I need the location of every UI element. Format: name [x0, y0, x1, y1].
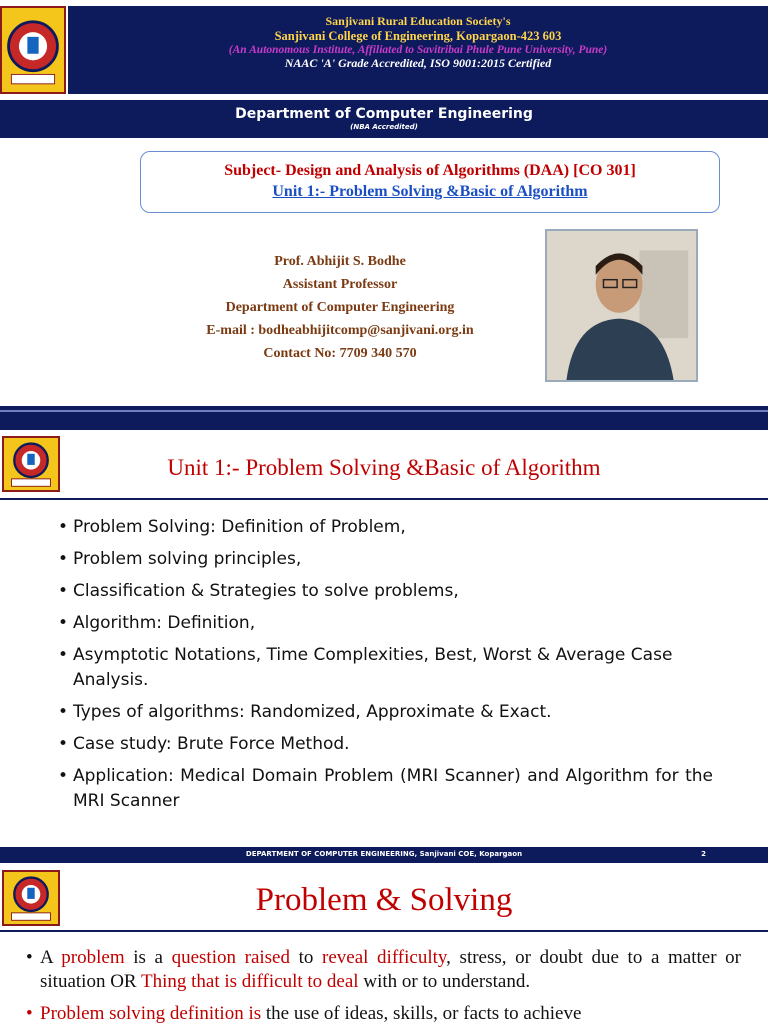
separator-line — [0, 410, 768, 412]
professor-name: Prof. Abhijit S. Bodhe — [274, 254, 406, 269]
department-subtitle: (NBA Accredited) — [350, 123, 418, 131]
list-item: • Problem Solving: Definition of Problem, — [58, 515, 713, 540]
department-title: Department of Computer Engineering — [235, 106, 533, 122]
professor-contact: Contact No: 7709 340 570 — [263, 346, 417, 361]
slide-title: Unit 1:- Problem Solving &Basic of Algorithm — [167, 455, 601, 480]
subject-title: Subject- Design and Analysis of Algorithms (DAA) [CO 301] — [224, 162, 636, 179]
department-bar — [0, 100, 768, 138]
slide-footer — [0, 847, 768, 863]
professor-department: Department of Computer Engineering — [225, 300, 455, 315]
page-number: 2 — [701, 850, 706, 858]
accreditation-text: NAAC 'A' Grade Accredited, ISO 9001:2015 Certified — [284, 56, 552, 70]
list-item: • Application: Medical Domain Problem (MRI Scanner) and Algorithm for the MRI Scanner — [58, 764, 713, 814]
definition-bullet: • A problem is a question raised to reveal difficulty, stress, or doubt due to a matter or situation OR Thing that is difficult to deal with or to understand. — [26, 946, 741, 994]
list-item: • Case study: Brute Force Method. — [58, 732, 713, 757]
list-item: • Classification & Strategies to solve problems, — [58, 579, 713, 604]
subject-box — [140, 151, 720, 213]
footer-text: DEPARTMENT OF COMPUTER ENGINEERING, Sanjivani COE, Kopargaon — [245, 850, 523, 858]
professor-designation: Assistant Professor — [282, 277, 398, 292]
list-item: • Types of algorithms: Randomized, Approximate & Exact. — [58, 700, 713, 725]
list-item: • Asymptotic Notations, Time Complexities, Best, Worst & Average Case Analysis. — [58, 643, 713, 693]
list-item: • Problem solving principles, — [58, 547, 713, 572]
slide-title: Problem & Solving — [255, 882, 513, 918]
definition-bullet: • Problem solving definition is the use of ideas, skills, or facts to achieve — [26, 1002, 741, 1026]
definition-text — [26, 946, 741, 1034]
title-rule — [0, 498, 768, 500]
title-rule — [0, 930, 768, 932]
college-header — [68, 6, 768, 94]
unit-link[interactable]: Unit 1:- Problem Solving &Basic of Algorithm — [272, 183, 588, 200]
college-name: Sanjivani College of Engineering, Kopargaon-423 603 — [274, 29, 562, 43]
college-logo — [0, 6, 66, 94]
professor-photo — [545, 229, 698, 382]
professor-email: E-mail : bodheabhijitcomp@sanjivani.org.in — [206, 323, 474, 338]
list-item: • Algorithm: Definition, — [58, 611, 713, 636]
affiliation-text: (An Autonomous Institute, Affiliated to Savitribai Phule Pune University, Pune) — [228, 44, 608, 56]
professor-info — [150, 250, 530, 365]
society-name: Sanjivani Rural Education Society's — [325, 14, 511, 28]
slide-separator — [0, 406, 768, 430]
topic-list — [58, 515, 713, 821]
